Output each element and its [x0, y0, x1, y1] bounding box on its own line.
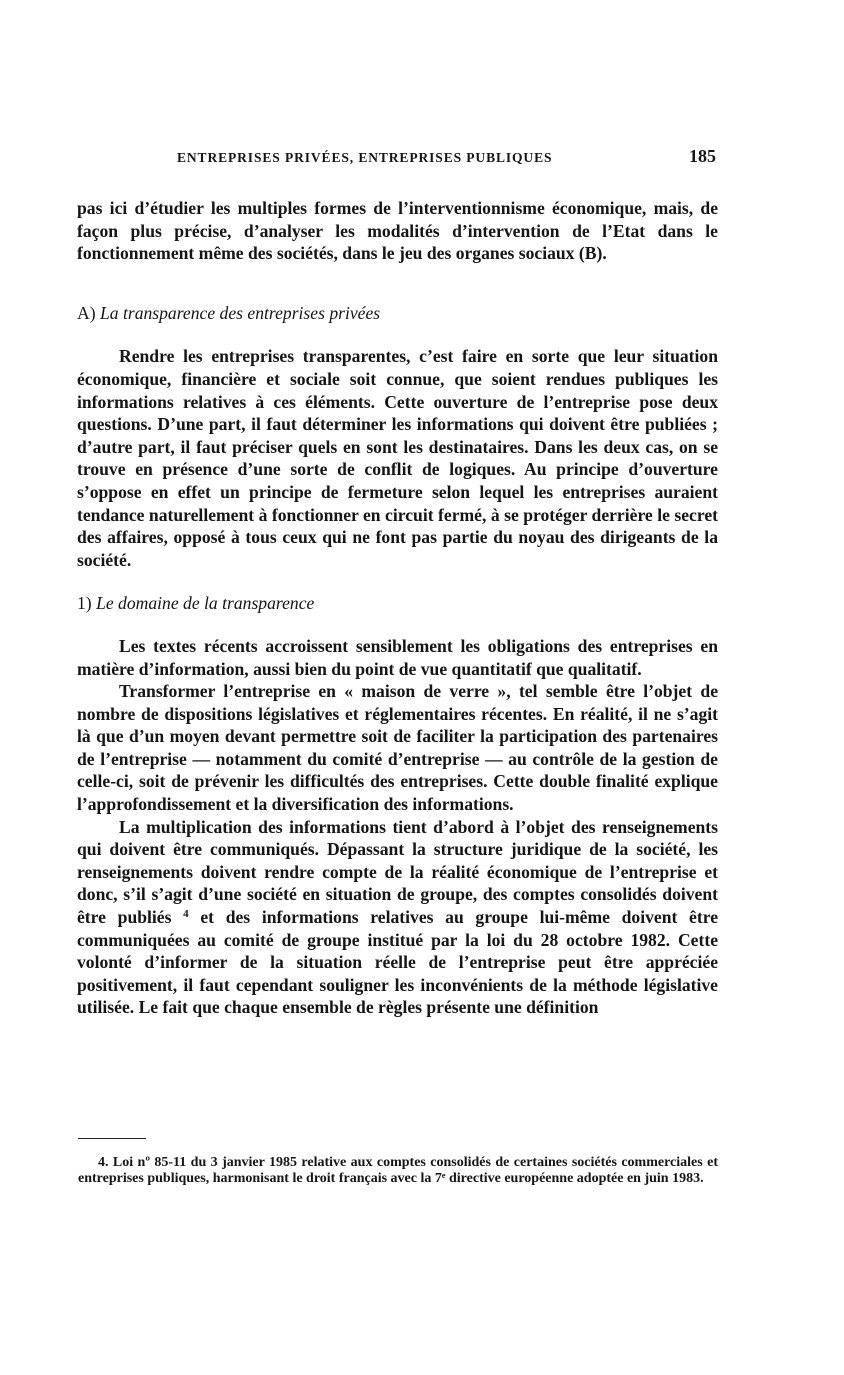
paragraph-text: et des informations relatives au groupe lui-même doivent être communiquées au comité de groupe institué par la loi du 28 octobre 1982. Cette volonté d’informer de la situation réelle de l’entreprise peut être appréciée positivement, il faut cependant souligner les inconvénients de la méthode législative utilisée. Le fait que chaque ensemble de règles présente une définition: [77, 907, 719, 1018]
running-header: [77, 146, 718, 170]
paragraph: Les textes récents accroissent sensiblement les obligations des entreprises en matière d’information, aussi bien du point de vue quantitatif que qualitatif.: [77, 635, 718, 679]
footnote-reference: 4: [183, 908, 189, 921]
footnote: [78, 1155, 718, 1187]
paragraph: [77, 816, 718, 1019]
section-title: La transparence des entreprises privées: [99, 302, 381, 323]
paragraph: Transformer l’entreprise en « maison de verre », tel semble être l’objet de nombre de dispositions législatives et réglementaires récentes. En réalité, il ne s’agit là que d’un moyen devant permettre soit de faciliter la participation des partenaires de l’entreprise — notamment du comité d’entreprise — au contrôle de la gestion de celle-ci, soit de prévenir les difficultés des entreprises. Cette double finalité explique l’approfondissement et la diversification des informations.: [77, 681, 718, 815]
paragraph: pas ici d’étudier les multiples formes de l’interventionnisme économique, mais, de façon plus précise, d’analyser les modalités d’intervention de l’Etat dans le fonctionnement même des sociétés, dans le jeu des organes sociaux (B).: [77, 198, 718, 264]
section-title: Le domaine de la transparence: [96, 593, 315, 614]
running-title: ENTREPRISES PRIVÉES, ENTREPRISES PUBLIQUES: [177, 150, 553, 165]
section-heading-1: [77, 592, 718, 615]
paragraph-text: La multiplication des informations tient d’abord à l’objet des renseignements qui doivent être communiqués. Dépassant la structure juridique de la société, les renseignements doivent rendre compte de la réalité économique de l’entreprise et donc, s’il s’agit d’une société en situation de groupe, des comptes consolidés doivent être publiés: [77, 816, 718, 928]
main-text: [77, 197, 718, 1019]
page-number: 185: [689, 146, 716, 166]
footnote-separator: [78, 1138, 146, 1139]
footnote-text: 4. Loi nº 85-11 du 3 janvier 1985 relative aux comptes consolidés de certaines sociétés commerciales et entreprises publiques, harmonisant le droit français avec la 7ᵉ directive européenne adoptée en juin 1983.: [78, 1155, 718, 1186]
section-number: 1): [77, 593, 92, 614]
page-content: [77, 146, 718, 1019]
section-number: A): [77, 302, 96, 323]
paragraph: Rendre les entreprises transparentes, c’est faire en sorte que leur situation économique, financière et sociale soit connue, que soient rendues publiques les informations relatives à ces éléments. Cette ouverture de l’entreprise pose deux questions. D’une part, il faut déterminer les informations qui doivent être publiées ; d’autre part, il faut préciser quels en sont les destinataires. Dans les deux cas, on se trouve en présence d’une sorte de conflit de logiques. Au principe d’ouverture s’oppose en effet un principe de fermeture selon lequel les entreprises auraient tendance naturellement à fonctionner en circuit fermé, à se protéger derrière le secret des affaires, opposé à tous ceux qui ne font pas partie du noyau des dirigeants de la société.: [77, 346, 718, 570]
section-heading-a: [77, 302, 718, 325]
